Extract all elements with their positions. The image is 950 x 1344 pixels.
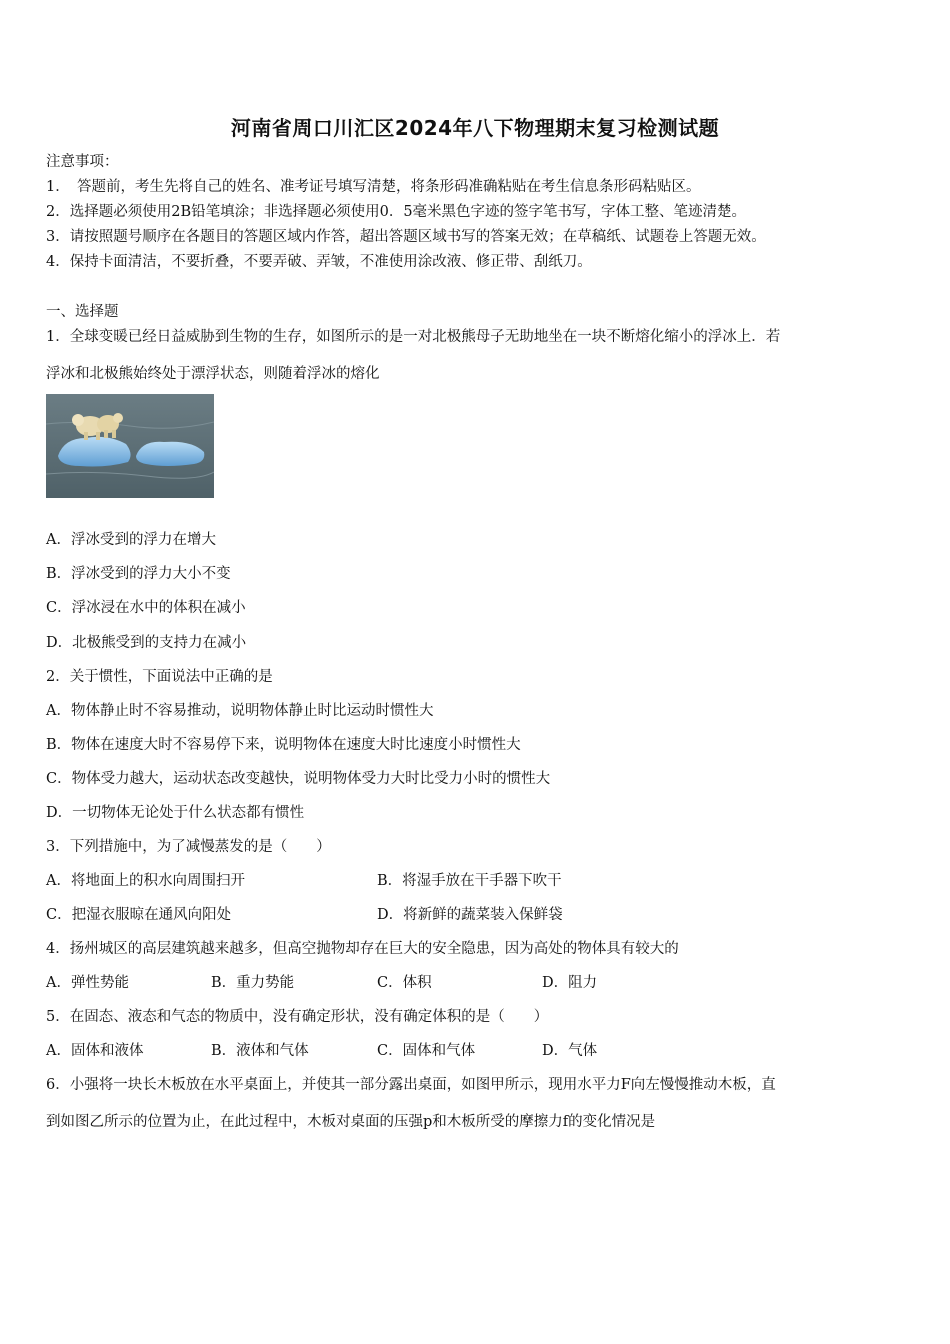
q1-option-b: B．浮冰受到的浮力大小不变 [46, 566, 231, 582]
notice-item: 1． 答题前，考生先将自己的姓名、准考证号填写清楚，将条形码准确粘贴在考生信息条形码粘贴区。 [46, 179, 701, 195]
notice-heading: 注意事项： [46, 154, 119, 170]
notice-item: 2．选择题必须使用2B铅笔填涂；非选择题必须使用0．5毫米黑色字迹的签字笔书写，字体工整、笔迹清楚。 [46, 204, 747, 220]
q2-option-c: C．物体受力越大，运动状态改变越快，说明物体受力大时比受力小时的惯性大 [46, 771, 551, 787]
q3-stem: 3．下列措施中，为了减慢蒸发的是（ ） [46, 839, 331, 855]
q4-option-b: B．重力势能 [211, 975, 295, 991]
page-title: 河南省周口川汇区2024年八下物理期末复习检测试题 [230, 116, 720, 140]
section-heading: 一、选择题 [46, 304, 119, 320]
q1-option-a: A．浮冰受到的浮力在增大 [46, 532, 216, 548]
q1-option-d: D．北极熊受到的支持力在减小 [46, 635, 247, 651]
q4-option-c: C．体积 [377, 975, 432, 991]
q4-stem: 4．扬州城区的高层建筑越来越多，但高空抛物却存在巨大的安全隐患，因为高处的物体具有较大的 [46, 941, 679, 957]
q5-option-a: A．固体和液体 [46, 1043, 144, 1059]
q5-option-b: B．液体和气体 [211, 1043, 309, 1059]
q6-stem-line2: 到如图乙所示的位置为止，在此过程中，木板对桌面的压强p和木板所受的摩擦力f的变化情况是 [46, 1114, 656, 1130]
q1-option-c: C．浮冰浸在水中的体积在减小 [46, 600, 246, 616]
q5-option-d: D．气体 [542, 1043, 598, 1059]
q2-stem: 2．关于惯性，下面说法中正确的是 [46, 669, 273, 685]
q2-option-a: A．物体静止时不容易推动，说明物体静止时比运动时惯性大 [46, 703, 434, 719]
q4-option-d: D．阻力 [542, 975, 598, 991]
q1-stem-line1: 1．全球变暖已经日益威胁到生物的生存，如图所示的是一对北极熊母子无助地坐在一块不断熔化缩小的浮冰上．若 [46, 329, 781, 345]
q5-stem: 5．在固态、液态和气态的物质中，没有确定形状，没有确定体积的是（ ） [46, 1009, 549, 1025]
q6-stem-line1: 6．小强将一块长木板放在水平桌面上，并使其一部分露出桌面，如图甲所示，现用水平力F向左慢慢推动木板，直 [46, 1077, 776, 1093]
q2-option-d: D．一切物体无论处于什么状态都有惯性 [46, 805, 305, 821]
notice-item: 4．保持卡面清洁，不要折叠，不要弄破、弄皱，不准使用涂改液、修正带、刮纸刀。 [46, 254, 592, 270]
notice-item: 3．请按照题号顺序在各题目的答题区域内作答，超出答题区域书写的答案无效；在草稿纸、试题卷上答题无效。 [46, 229, 766, 245]
q4-option-a: A．弹性势能 [46, 975, 129, 991]
q3-option-b: B．将湿手放在干手器下吹干 [377, 873, 562, 889]
polar-bear-photo [46, 394, 214, 498]
q3-option-a: A．将地面上的积水向周围扫开 [46, 873, 245, 889]
q5-option-c: C．固体和气体 [377, 1043, 476, 1059]
q3-option-c: C．把湿衣服晾在通风向阳处 [46, 907, 232, 923]
q2-option-b: B．物体在速度大时不容易停下来，说明物体在速度大时比速度小时惯性大 [46, 737, 521, 753]
q3-option-d: D．将新鲜的蔬菜装入保鲜袋 [377, 907, 563, 923]
q1-stem-line2: 浮冰和北极熊始终处于漂浮状态，则随着浮冰的熔化 [46, 366, 380, 382]
